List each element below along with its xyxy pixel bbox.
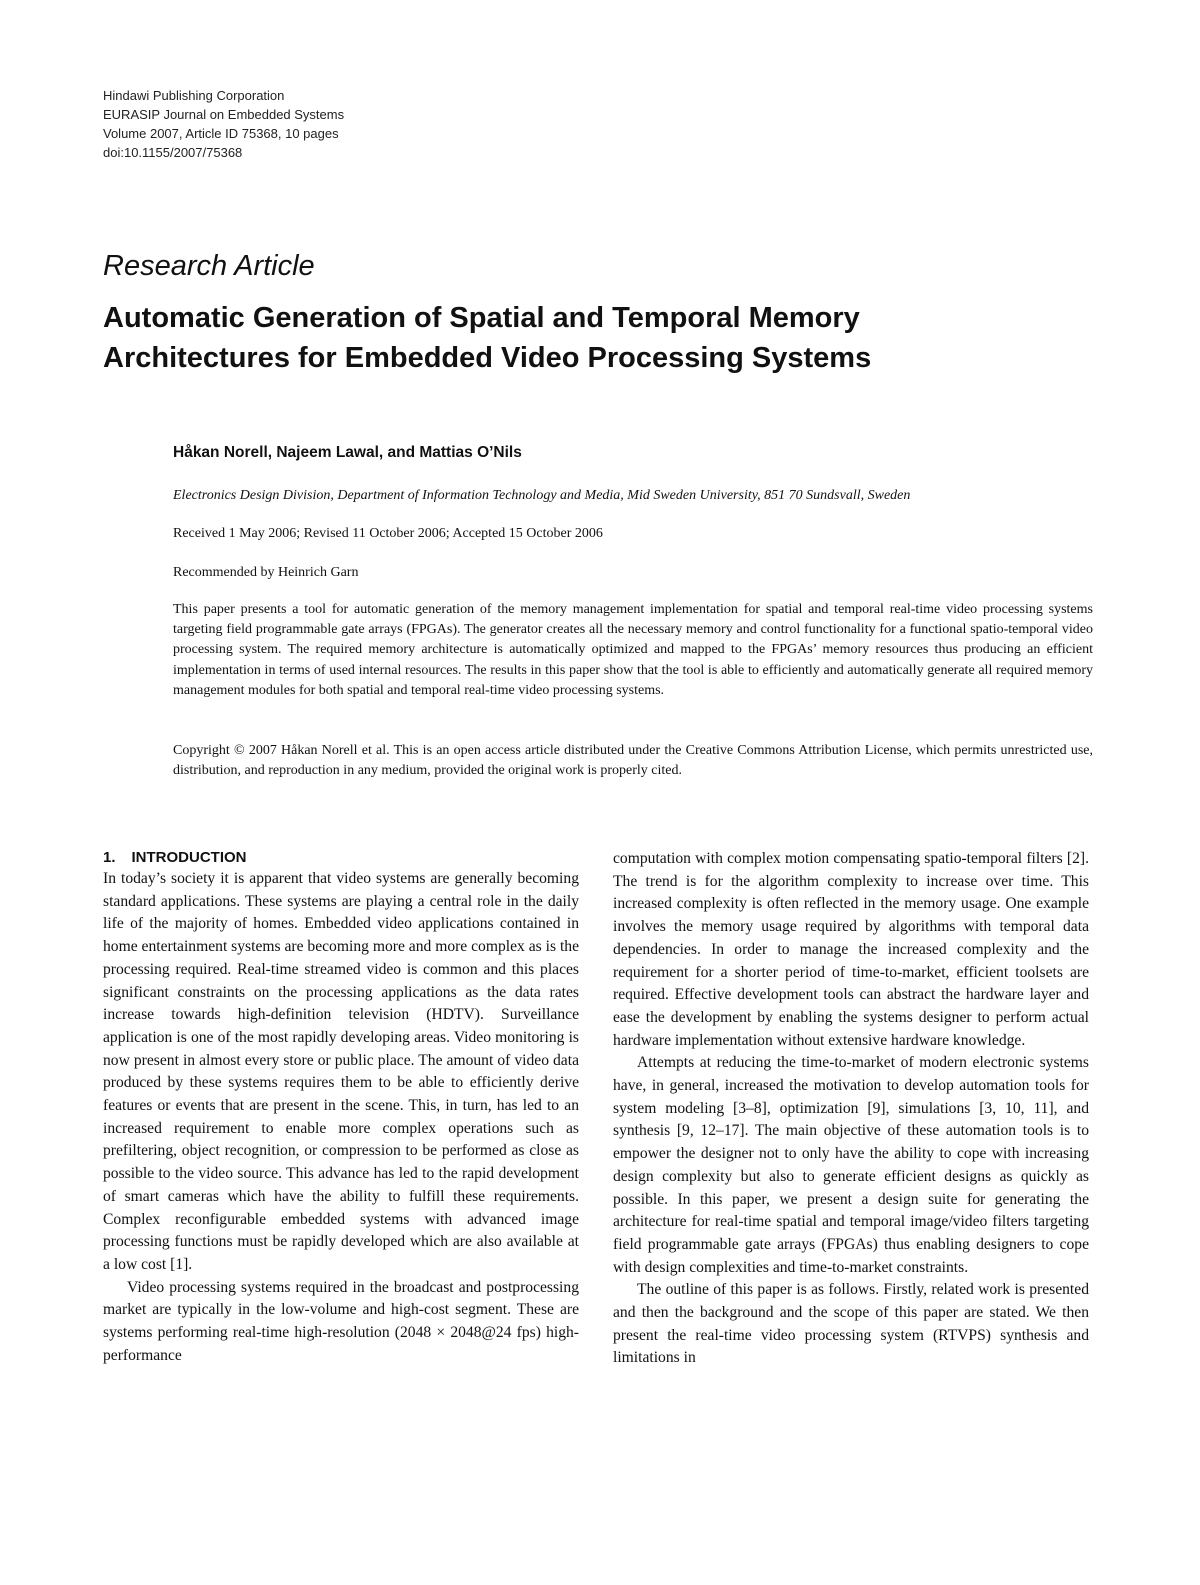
affiliation: Electronics Design Division, Department of Information Technology and Media, Mid Sweden University, 851 70 Sundsvall, Sweden [173,488,911,503]
copyright-notice: Copyright © 2007 Håkan Norell et al. This is an open access article distributed under the Creative Commons Attribution License, which permits unrestricted use, distribution, and reproduction in any medium, provided the original work is properly cited. [173,743,1093,779]
volume-line: Volume 2007, Article ID 75368, 10 pages [103,126,339,141]
paragraph: Attempts at reducing the time-to-market of modern electronic systems have, in general, increased the motivation to develop automation tools for system modeling [3–8], optimization [9], simulations [3, 10, 11], and synthesis [9, 12–17]. The main objective of these automation tools is to empower the designer not to only have the ability to cope with increasing design complexity but also to generate efficient designs as quickly as possible. In this paper, we present a design suite for generating the architecture for real-time spatial and temporal image/video filters targeting field programmable gate arrays (FPGAs) thus enabling designers to cope with design complexities and time-to-market constraints. [613,1054,1089,1276]
authors: Håkan Norell, Najeem Lawal, and Mattias O’Nils [173,444,522,461]
journal-name: EURASIP Journal on Embedded Systems [103,107,345,122]
left-column [103,868,579,1367]
section-title: INTRODUCTION [131,849,247,866]
journal-info [103,86,344,162]
doi: doi:10.1155/2007/75368 [103,145,243,160]
paragraph: Video processing systems required in the broadcast and postprocessing market are typically in the low-volume and high-cost segment. These are systems performing real-time high-resolution (2048 × 2048@24 fps) high-performance [103,1278,579,1364]
abstract: This paper presents a tool for automatic generation of the memory management implementation for spatial and temporal real-time video processing systems targeting field programmable gate arrays (FPGAs). The generator creates all the necessary memory and control functionality for a functional spatio-temporal video processing system. The required memory architecture is automatically optimized and mapped to the FPGAs’ memory resources thus producing an efficient implementation in terms of used internal resources. The results in this paper show that the tool is able to efficiently and automatically generate all required memory management modules for both spatial and temporal real-time video processing systems. [173,602,1093,698]
paragraph: In today’s society it is apparent that video systems are generally becoming standard applications. These systems are playing a central role in the daily life of the majority of homes. Embedded video applications contained in home entertainment systems are becoming more and more complex as is the processing required. Real-time streamed video is common and this places significant constraints on the processing applications as the data rates increase towards high-definition television (HDTV). Surveillance application is one of the most rapidly developing areas. Video monitoring is now present in almost every store or public place. The amount of video data produced by these systems requires them to be able to efficiently derive features or events that are present in the scene. This, in turn, has led to an increased requirement to enable more complex operations such as prefiltering, object recognition, or compression to be performed as close as possible to the video source. This advance has led to the rapid development of smart cameras which have the ability to fulfill these requirements. Complex reconfigurable embedded systems with advanced image processing functions must be rapidly developed which are also available at a low cost [1]. [103,870,579,1273]
paragraph: computation with complex motion compensating spatio-temporal filters [2]. The trend is for the algorithm complexity to increase over time. This increased complexity is often reflected in the memory usage. One example involves the memory usage required by algorithms with temporal data dependencies. In order to manage the increased complexity and the requirement for a shorter period of time-to-market, efficient toolsets are required. Effective development tools can abstract the hardware layer and ease the development by enabling the systems designer to perform actual hardware implementation without extensive hardware knowledge. [613,850,1089,1049]
paper-title [103,298,1103,378]
right-column [613,848,1089,1370]
paragraph: The outline of this paper is as follows. Firstly, related work is presented and then the background and the scope of this paper are stated. We then present the real-time video processing system (RTVPS) synthesis and limitations in [613,1281,1089,1367]
publisher: Hindawi Publishing Corporation [103,88,285,103]
title-line-1: Automatic Generation of Spatial and Temporal Memory [103,302,860,334]
section-heading [103,849,247,866]
recommended-by: Recommended by Heinrich Garn [173,565,359,580]
title-line-2: Architectures for Embedded Video Processing Systems [103,342,872,374]
dates: Received 1 May 2006; Revised 11 October 2006; Accepted 15 October 2006 [173,526,603,541]
article-type: Research Article [103,250,315,282]
section-number: 1. [103,849,116,866]
